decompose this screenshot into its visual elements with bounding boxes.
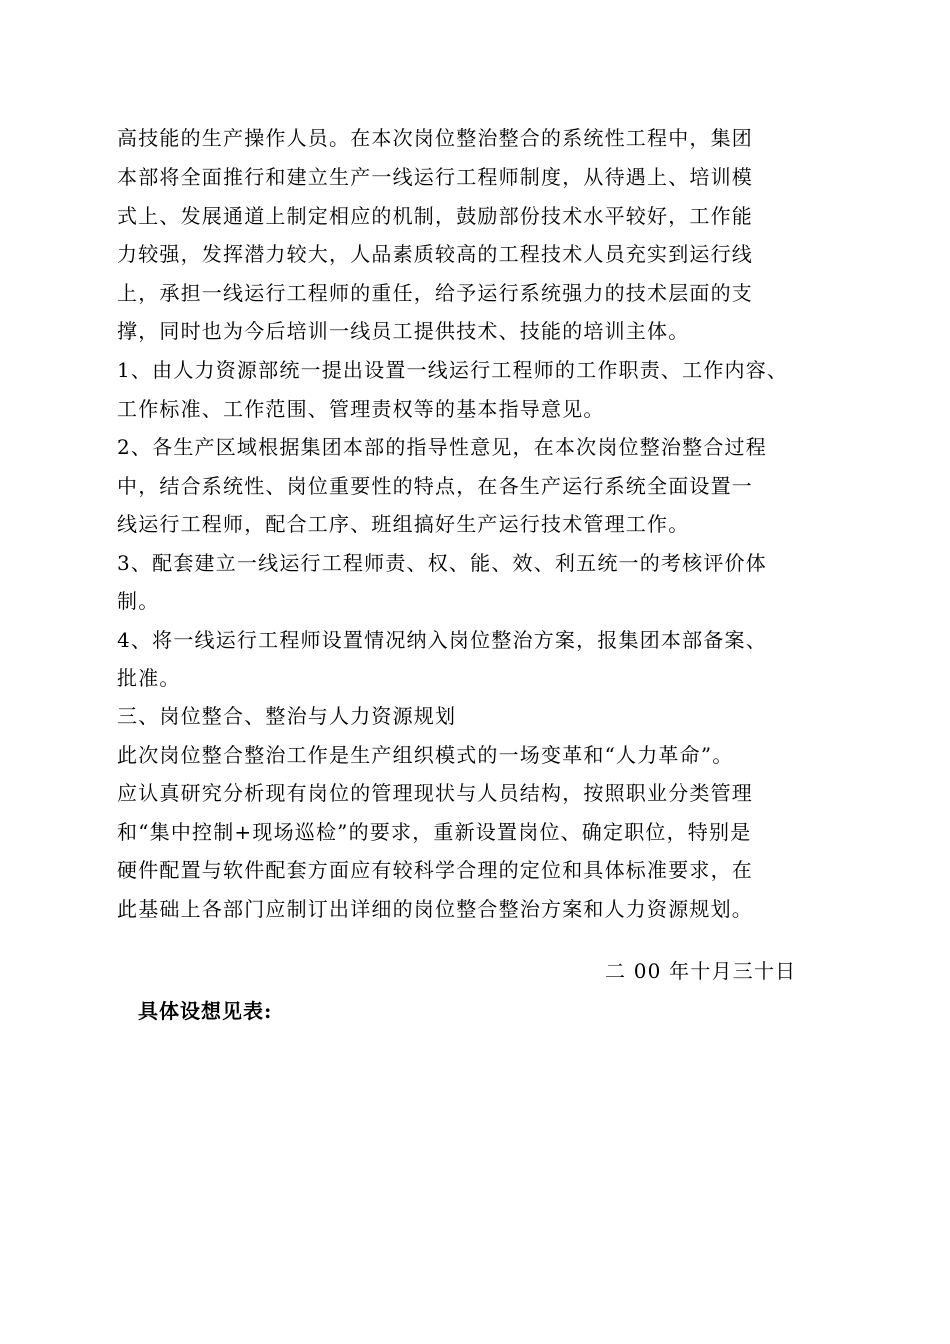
document-date: 二 00 年十月三十日 (605, 959, 797, 983)
text-line-10: 中，结合系统性、岗位重要性的特点，在各生产运行系统全面设置一 (117, 474, 753, 498)
text-line-19: 和“集中控制+现场巡检”的要求，重新设置岗位、确定职位，特别是 (117, 820, 752, 844)
text-line-7: 1、由人力资源部统一提出设置一线运行工程师的工作职责、工作内容、 (117, 358, 789, 382)
text-line-5: 上，承担一线运行工程师的重任，给予运行系统强力的技术层面的支 (117, 281, 753, 305)
text-line-13: 制。 (117, 589, 160, 613)
text-line-20: 硬件配置与软件配套方面应有较科学合理的定位和具体标准要求，在 (117, 858, 753, 882)
text-line-14: 4、将一线运行工程师设置情况纳入岗位整治方案，报集团本部备案、 (117, 628, 767, 652)
text-line-4: 力较强，发挥潜力较大，人品素质较高的工程技术人员充实到运行线 (117, 242, 753, 266)
text-line-1: 高技能的生产操作人员。在本次岗位整治整合的系统性工程中，集团 (117, 126, 753, 150)
table-reference-note: 具体设想见表: (138, 999, 273, 1023)
text-line-9: 2、各生产区域根据集团本部的指导性意见，在本次岗位整治整合过程 (117, 435, 767, 459)
text-line-15: 批准。 (117, 666, 181, 690)
text-line-3: 式上、发展通道上制定相应的机制，鼓励部份技术水平较好，工作能 (117, 204, 753, 228)
text-line-12: 3、配套建立一线运行工程师责、权、能、效、利五统一的考核评价体 (117, 551, 767, 575)
text-line-18: 应认真研究分析现有岗位的管理现状与人员结构，按照职业分类管理 (117, 781, 753, 805)
section-heading: 三、岗位整合、整治与人力资源规划 (117, 704, 457, 728)
text-line-2: 本部将全面推行和建立生产一线运行工程师制度，从待遇上、培训模 (117, 165, 753, 189)
text-line-8: 工作标准、工作范围、管理责权等的基本指导意见。 (117, 397, 605, 421)
text-line-17: 此次岗位整合整治工作是生产组织模式的一场变革和“人力革命”。 (117, 743, 734, 767)
text-line-11: 线运行工程师，配合工序、班组搞好生产运行技术管理工作。 (117, 512, 690, 536)
text-line-21: 此基础上各部门应制订出详细的岗位整合整治方案和人力资源规划。 (117, 897, 753, 921)
text-line-6: 撑，同时也为今后培训一线员工提供技术、技能的培训主体。 (117, 319, 690, 343)
